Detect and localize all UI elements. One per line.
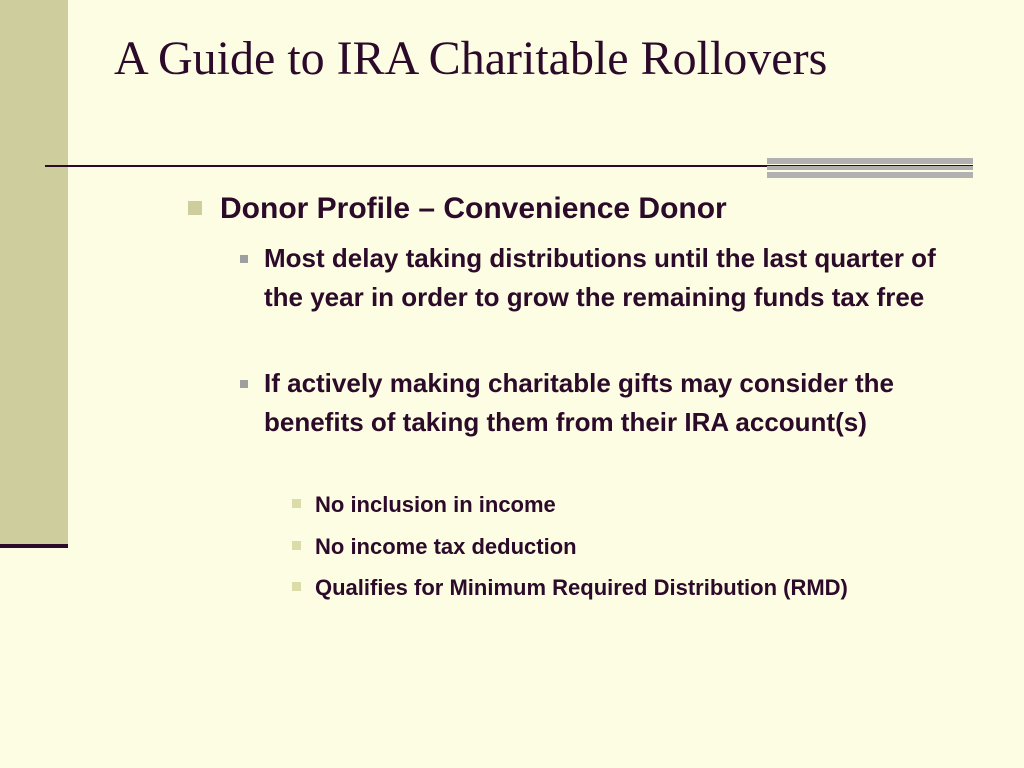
square-bullet-icon [240,380,248,388]
slide-title: A Guide to IRA Charitable Rollovers [114,32,828,85]
sub-bullet-text: Most delay taking distributions until the last quarter of the year in order to grow the remaining funds tax free [264,243,936,312]
square-bullet-icon [292,541,301,550]
sub-sub-bullet-text: No income tax deduction [315,534,577,559]
sub-bullet-text: If actively making charitable gifts may consider the benefits of taking them from their IRA account(s) [264,368,894,437]
square-bullet-icon [188,201,202,215]
bullet-text: Donor Profile – Convenience Donor [220,192,727,225]
square-bullet-icon [292,499,301,508]
square-bullet-icon [240,255,248,263]
sub-sub-bullet-text: Qualifies for Minimum Required Distribution (RMD) [315,575,848,600]
square-bullet-icon [292,582,301,591]
sub-sub-bullet-text: No inclusion in income [315,492,556,517]
